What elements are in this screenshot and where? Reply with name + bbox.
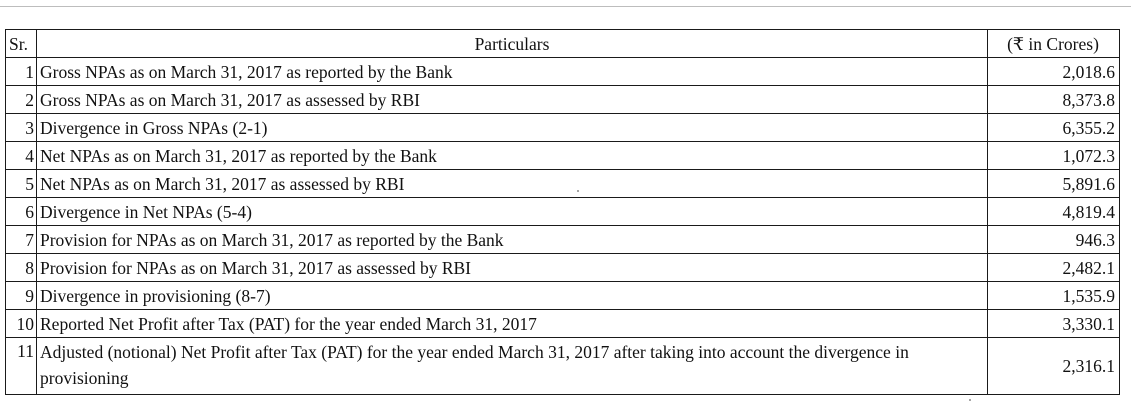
row-particulars: Divergence in provisioning (8-7) bbox=[37, 282, 988, 310]
row-amount: 946.3 bbox=[988, 226, 1120, 254]
row-particulars: Divergence in Net NPAs (5-4) bbox=[37, 198, 988, 226]
row-amount: 1,072.3 bbox=[988, 142, 1120, 170]
row-sr: 6 bbox=[6, 198, 37, 226]
row-particulars: Net NPAs as on March 31, 2017 as assessed by RBI bbox=[37, 170, 988, 198]
row-particulars: Divergence in Gross NPAs (2-1) bbox=[37, 114, 988, 142]
row-amount: 1,535.9 bbox=[988, 282, 1120, 310]
row-sr: 7 bbox=[6, 226, 37, 254]
table-row bbox=[6, 86, 1120, 114]
row-amount: 2,316.1 bbox=[988, 338, 1120, 395]
top-border-line bbox=[0, 6, 1131, 7]
npa-divergence-table-container bbox=[5, 29, 1120, 395]
row-sr: 11 bbox=[6, 338, 37, 395]
header-amount: (₹ in Crores) bbox=[988, 30, 1120, 58]
row-sr: 3 bbox=[6, 114, 37, 142]
table-row bbox=[6, 226, 1120, 254]
table-header-row bbox=[6, 30, 1120, 58]
row-amount: 2,482.1 bbox=[988, 254, 1120, 282]
row-particulars: Gross NPAs as on March 31, 2017 as assessed by RBI bbox=[37, 86, 988, 114]
row-particulars: Gross NPAs as on March 31, 2017 as reported by the Bank bbox=[37, 58, 988, 86]
scan-speck bbox=[969, 399, 971, 401]
row-sr: 9 bbox=[6, 282, 37, 310]
row-amount: 5,891.6 bbox=[988, 170, 1120, 198]
row-amount: 6,355.2 bbox=[988, 114, 1120, 142]
table-row bbox=[6, 310, 1120, 338]
table-row bbox=[6, 170, 1120, 198]
row-amount: 4,819.4 bbox=[988, 198, 1120, 226]
scan-speck bbox=[577, 190, 579, 192]
header-particulars: Particulars bbox=[37, 30, 988, 58]
header-sr: Sr. bbox=[6, 30, 37, 58]
row-sr: 2 bbox=[6, 86, 37, 114]
table-row bbox=[6, 198, 1120, 226]
row-sr: 8 bbox=[6, 254, 37, 282]
row-sr: 1 bbox=[6, 58, 37, 86]
table-row bbox=[6, 58, 1120, 86]
row-amount: 2,018.6 bbox=[988, 58, 1120, 86]
npa-divergence-table bbox=[5, 29, 1120, 395]
table-row bbox=[6, 114, 1120, 142]
row-sr: 10 bbox=[6, 310, 37, 338]
table-row bbox=[6, 254, 1120, 282]
row-particulars: Provision for NPAs as on March 31, 2017 as reported by the Bank bbox=[37, 226, 988, 254]
row-particulars: Provision for NPAs as on March 31, 2017 as assessed by RBI bbox=[37, 254, 988, 282]
table-row bbox=[6, 142, 1120, 170]
table-row bbox=[6, 338, 1120, 395]
row-particulars: Reported Net Profit after Tax (PAT) for the year ended March 31, 2017 bbox=[37, 310, 988, 338]
table-row bbox=[6, 282, 1120, 310]
row-particulars: Net NPAs as on March 31, 2017 as reported by the Bank bbox=[37, 142, 988, 170]
row-amount: 3,330.1 bbox=[988, 310, 1120, 338]
row-sr: 5 bbox=[6, 170, 37, 198]
row-sr: 4 bbox=[6, 142, 37, 170]
row-amount: 8,373.8 bbox=[988, 86, 1120, 114]
row-particulars: Adjusted (notional) Net Profit after Tax (PAT) for the year ended March 31, 2017 after taking into account the divergence in provisioning bbox=[37, 338, 988, 395]
